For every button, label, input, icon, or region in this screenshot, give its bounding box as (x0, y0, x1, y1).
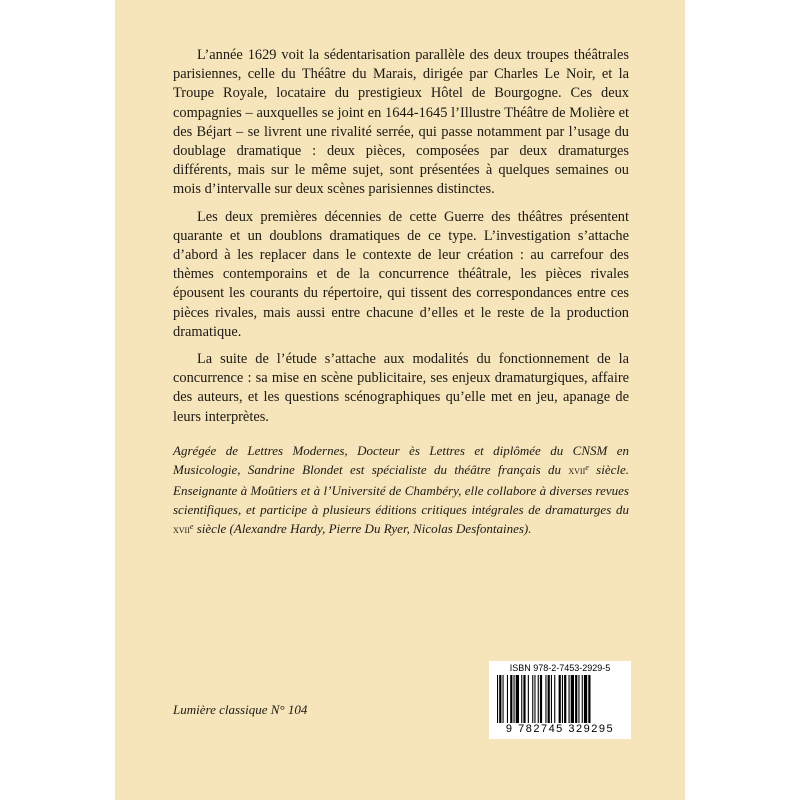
bio-part-1: Agrégée de Lettres Modernes, Docteur ès Lettres et diplômée du CNSM en Musicologie, Sandrine Blondet est spécialiste du théâtre français du (173, 443, 629, 477)
author-bio-paragraph (173, 441, 629, 540)
barcode-digits: 9 782745 329295 (505, 723, 615, 735)
barcode-icon (497, 675, 623, 723)
century-superscript-1: e (585, 463, 589, 472)
barcode-panel (489, 661, 631, 739)
century-numeral-2: xvii (173, 524, 190, 536)
author-bio (173, 441, 629, 540)
summary-paragraph-2: Les deux premières décennies de cette Guerre des théâtres présentent quarante et un doublons dramatiques de ce type. L’investigation s’attache d’abord à les replacer dans le contexte de leur création : au carrefour des thèmes contemporains et de la concurrence théâtrale, les pièces rivales épousent les courants du répertoire, qui tissent des correspondances entre ces pièces rivales, mais aussi entre chacune d’elles et le reste de la production dramatique. (173, 208, 629, 340)
summary-paragraph-1: L’année 1629 voit la sédentarisation parallèle des deux troupes théâtrales parisiennes, celle du Théâtre du Marais, dirigée par Charles Le Noir, et la Troupe Royale, locataire du prestigieux Hôtel de Bourgogne. Ces deux compagnies – auxquelles se joint en 1644-1645 l’Illustre Théâtre de Molière et des Béjart – se livrent une rivalité serrée, qui passe notamment par l’usage du doublage dramatique : deux pièces, composées par deux dramaturges différents, mais sur le même sujet, sont présentées à quelques semaines ou mois d’intervalle sur deux scènes parisiennes distinctes. (173, 47, 629, 198)
summary-text (173, 46, 629, 435)
isbn-number: ISBN 978-2-7453-2929-5 (509, 663, 611, 673)
century-superscript-2: e (189, 522, 194, 531)
bio-part-2: siècle. Enseignante à Moûtiers et à l’Université de Chambéry, elle collabore à diverses revues scientifiques, et participe à plusieurs éditions critiques intégrales de dramaturges du (173, 462, 629, 517)
back-cover (115, 0, 685, 800)
bio-part-3: siècle (Alexandre Hardy, Pierre Du Ryer, Nicolas Desfontaines). (193, 521, 532, 536)
century-numeral-1: xvii (568, 465, 586, 477)
series-label: Lumière classique N° 104 (173, 702, 308, 717)
summary-paragraph-3: La suite de l’étude s’attache aux modalités du fonctionnement de la concurrence : sa mise en scène publicitaire, ses enjeux dramaturgiques, affaire des auteurs, et les questions scénographiques qu’elle met en jeu, apanage de leurs interprètes. (173, 351, 629, 425)
